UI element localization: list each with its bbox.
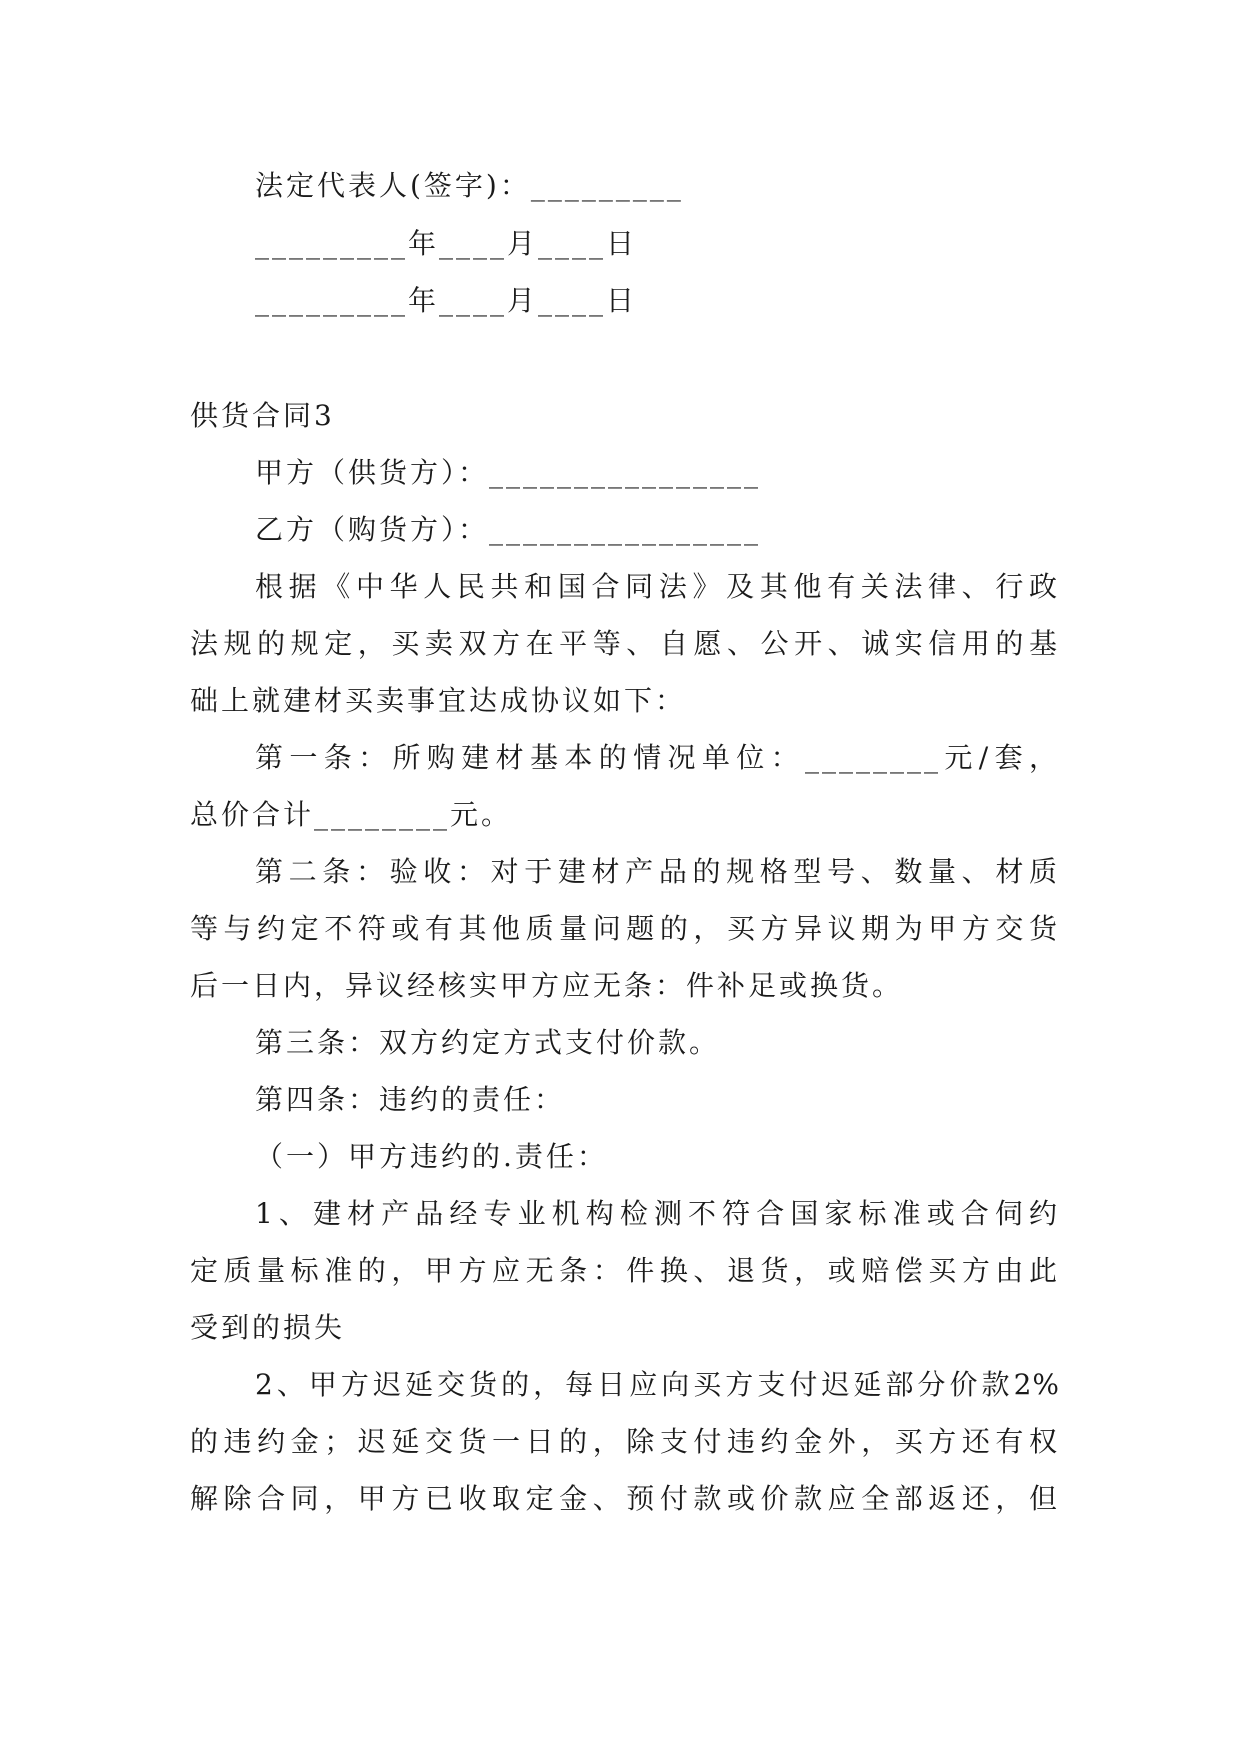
paragraph-line: 2、甲方迟延交货的，每日应向买方支付迟延部分价款2% (255, 1368, 1060, 1401)
paragraph-line: 解除合同，甲方已收取定金、预付款或价款应全部返还，但 (190, 1482, 1060, 1515)
paragraph-line: 的违约金；迟延交货一日的，除支付违约金外，买方还有权 (190, 1425, 1060, 1458)
paragraph-line: 后一日内，异议经核实甲方应无条：件补足或换货。 (190, 969, 904, 1002)
paragraph-line: 1、建材产品经专业机构检测不符合国家标准或合伺约 (255, 1197, 1060, 1230)
paragraph-line: 第一条：所购建材基本的情况单位：________元/套， (255, 741, 1060, 774)
paragraph-line: 第二条：验收：对于建材产品的规格型号、数量、材质 (255, 855, 1060, 888)
date-line: _________年____月____日 (255, 227, 638, 260)
paragraph-line: 受到的损失 (190, 1311, 346, 1344)
paragraph-line: （一）甲方违约的.责任： (255, 1140, 608, 1173)
party-a-line: 甲方（供货方）：________________ (255, 456, 762, 489)
signature-line: 法定代表人(签字)：_________ (255, 169, 684, 202)
paragraph-line: 法规的规定，买卖双方在平等、自愿、公开、诚实信用的基 (190, 627, 1060, 660)
date-line: _________年____月____日 (255, 284, 638, 317)
paragraph-line: 总价合计________元。 (190, 798, 513, 831)
paragraph-line: 定质量标准的，甲方应无条：件换、退货，或赔偿买方由此 (190, 1254, 1060, 1287)
paragraph-line: 第四条：违约的责任： (255, 1083, 566, 1116)
paragraph-line: 等与约定不符或有其他质量问题的，买方异议期为甲方交货 (190, 912, 1060, 945)
paragraph-line: 础上就建材买卖事宜达成协议如下： (190, 684, 687, 717)
party-b-line: 乙方（购货方）：________________ (255, 513, 762, 546)
section-title: 供货合同3 (190, 399, 335, 432)
paragraph-line: 第三条：双方约定方式支付价款。 (255, 1026, 721, 1059)
paragraph-line: 根据《中华人民共和国合同法》及其他有关法律、行政 (255, 570, 1060, 603)
